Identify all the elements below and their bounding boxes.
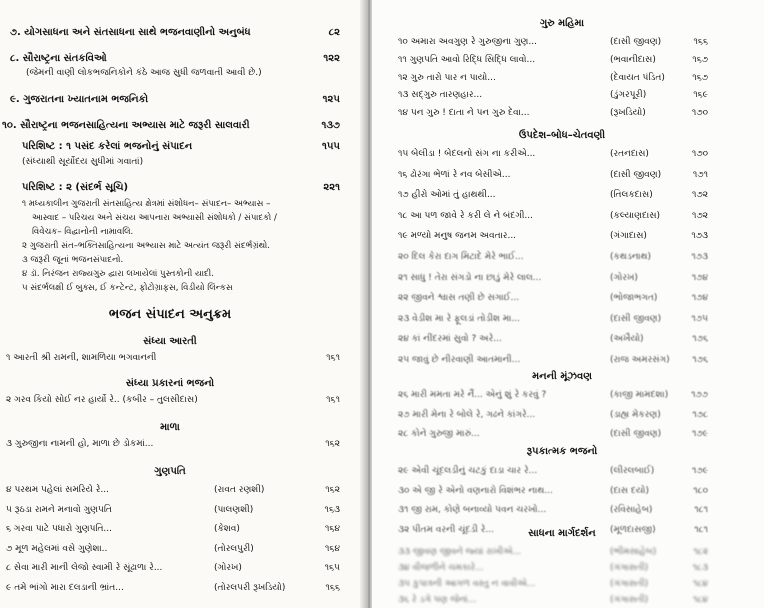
toc-page: ૧૭૩ — [691, 231, 708, 242]
contents-page-10: ૧૩૭ — [321, 120, 340, 131]
toc-row: ૩૦ એ જી રે એનો વણનારો વિશંભર નાથ... — [398, 485, 553, 496]
toc-row: ૩૩ જીવણ જીવને જ્યાં રાખીએ... — [398, 547, 522, 557]
toc-page: ૧૬૬ — [693, 37, 708, 47]
toc-author: (ભીમસાહેબ) — [610, 547, 657, 557]
toc-page: ૧૭૪ — [691, 293, 708, 304]
section-heading: ભજન સંપાદન અનુક્રમ — [108, 307, 232, 322]
appendix-1-page: ૧૫૫ — [321, 141, 340, 152]
section-title: સાધના માર્ગદર્શન — [528, 528, 596, 539]
toc-page: ૧૬૪ — [324, 524, 340, 534]
toc-author: (દાસી જીવણ) — [610, 313, 662, 324]
toc-row: ૨૩ વેડીશ મા રે ફૂલડાં તોડીશ મા... — [398, 313, 520, 324]
toc-author: (રાજ અમરસંગ) — [610, 355, 670, 365]
toc-row: ૨૨ જીવને શ્વાસ તણી છે સગાઈ... — [398, 293, 520, 304]
toc-page: ૧૬૩ — [324, 504, 340, 515]
toc-row: ૧૧ ગુણપતિ આવો રિદ્ધિ સિદ્ધિ લાવો... — [398, 54, 536, 65]
toc-page: ૧૭૯ — [692, 429, 708, 439]
toc-row: ૨૭ મારી મેના રે બોલે રે, ગઢને કાંગરે... — [398, 409, 536, 420]
section-title: સંધ્યા આરતી — [143, 336, 197, 347]
toc-row: ૩ ગુરુજીના નામની હો, માળા છે ડોકમાં... — [6, 439, 154, 449]
toc-row: ૫ રૂઠડા રામને મનાવો ગુણપતિ — [6, 504, 112, 515]
toc-row: ૩૪ વીજળીને ચમકારે... — [398, 563, 484, 573]
toc-page: ૧૭૨ — [692, 210, 708, 221]
toc-page: ૧૬૫ — [324, 563, 340, 573]
appendix-2-item: આસ્વાદ – પરિચય અને સંચય આપનારા અભ્યાસી સંશોધકો / સંપાદકો / — [32, 213, 277, 223]
toc-page: ૧૬૨ — [325, 439, 340, 449]
contents-item-8-note: (જેમની વાણી લોકભજનિકોને કંઠે આજ સુધી જળવાતી આવી છે.) — [26, 68, 262, 78]
toc-author: (ગંગાસતી) — [610, 595, 649, 605]
toc-page: ૧૭૪ — [691, 272, 708, 283]
toc-author: (ગંગાસતી) — [610, 579, 649, 589]
toc-page: ૧૬૬ — [325, 582, 340, 593]
toc-row: ૨૬ મારી મમતા મરે નૈં... એનું શું રે કરવું ? — [398, 390, 547, 400]
toc-row: ૨૪ કાં નીંદરમાં સુવો ? અરે... — [398, 334, 502, 345]
toc-row: ૩૬ રે ડગે પણ જેનાં... — [398, 595, 477, 605]
toc-row: ૧૦ અમારા અવગુણ રે ગુરુજીના ગુણ... — [398, 37, 537, 47]
toc-page: ૧૮૩ — [692, 563, 708, 573]
contents-item-7: ૭. યોગસાધના અને સંતસાધના સાથે ભજનવાણીનો અનુબંધ — [10, 27, 251, 38]
section-title: સંધ્યા પ્રકારનાં ભજનો — [125, 378, 215, 389]
section-title: મનની મૂંઝવણ — [532, 371, 592, 382]
toc-row: ૧ આરતી શ્રી રામની, શામળિયા ભગવાનની — [6, 353, 157, 363]
appendix-1-note: (સંધ્યાથી સૂર્યોદય સુધીમાં ગવાતાં) — [22, 157, 144, 167]
toc-author: (ભોજાભગત) — [610, 293, 658, 304]
toc-row: ૨૫ જાવું છે નીરવાણી આતમાની... — [398, 355, 521, 365]
toc-author: (ડાહ્ય મેકરણ) — [610, 409, 661, 420]
toc-author: (ગંગાસતી) — [610, 563, 649, 573]
section-title: ઉપદેશ–બોધ–ચેતવણી — [518, 130, 606, 141]
toc-row: ૯ તમે ભાંગો મારા દલડાની ભ્રાંત... — [6, 582, 124, 593]
toc-row: ૧૪ પન ગુરુ ! દાતા ને પન ગુરુ દેવા... — [398, 108, 530, 119]
toc-author: (દાસ દયો) — [610, 485, 650, 496]
toc-page: ૧૭૦ — [691, 108, 708, 119]
toc-author: (કાજી મામદશા) — [610, 390, 669, 400]
section-title: રૂપકાત્મક ભજનો — [526, 446, 598, 457]
appendix-2-item: ૧ મધ્યકાલીન ગુજરાતી સંતસાહિત્ય ક્ષેત્રમાં સંશોધન– સંપાદન– અભ્યાસ – — [22, 199, 271, 209]
appendix-2-title: પરિશિષ્ટ : ૨ (સંદર્ભ સૂચિ) — [22, 182, 129, 193]
toc-row: ૩૧ જી રામ, કોણે બનાવ્યો પવન ચરખો... — [398, 505, 547, 515]
toc-page: ૧૭૫ — [691, 313, 708, 324]
toc-row: ૨૧ સાધુ ! તેરા સંગડો ના છાડું મેરે લાલ... — [398, 272, 542, 283]
contents-page-9: ૧૨૫ — [322, 94, 340, 105]
toc-row: ૧૯ મળ્યો મનુષ જનમ અવતાર... — [398, 231, 517, 242]
toc-author: (લીરલબાઈ) — [610, 466, 655, 476]
toc-author: (ભવાનીદાસ) — [610, 54, 656, 65]
toc-author: (દેવાયત પંડિત) — [610, 72, 665, 83]
contents-item-9: ૯. ગુજરાતના ખ્યાતનામ ભજનિકો — [10, 94, 149, 105]
toc-author: (રવિસાહેબ) — [610, 505, 653, 515]
toc-author: (તોરલપુરી) — [214, 543, 254, 554]
toc-author: (રૂખડિયો) — [610, 108, 646, 119]
toc-author: (ગોરખ) — [610, 272, 638, 283]
toc-author: (રાવત રણશી) — [214, 485, 265, 495]
right-page — [372, 0, 764, 608]
contents-page-7: ૮૨ — [328, 27, 340, 38]
toc-row: ૩૫ કુપાત્રની આગળ વસ્તુ ન વાવીએ... — [398, 579, 536, 589]
section-title: માળા — [160, 422, 180, 433]
toc-page: ૧૭૦ — [691, 149, 708, 159]
section-title: ગુરુ મહિમા — [539, 18, 585, 29]
toc-row: ૧૬ ઢોરંગા ભેળાં રે નવ બેસીએ... — [398, 169, 511, 180]
appendix-2-item: ૨ ગુજરાતી સંત–ભક્તિસાહિત્યના અભ્યાસ માટે અત્યંત જરૂરી સંદર્ભગ્રંથો. — [22, 241, 270, 251]
toc-row: ૨૯ એવી ચૂંદલડીનું ચટકું દાડા ચાર રે... — [398, 466, 538, 476]
toc-page: ૧૭૯ — [692, 466, 708, 476]
toc-page: ૧૮૧ — [694, 505, 708, 515]
toc-page: ૧૭૬ — [692, 334, 708, 345]
toc-author: (ડુંગરપૂરી) — [610, 90, 647, 101]
toc-row: ૧૩ સદ્‌ગુરુ તારણહાર... — [398, 90, 483, 101]
toc-author: (ગોરખ) — [214, 563, 242, 573]
toc-page: ૧૭૮ — [692, 409, 708, 420]
appendix-2-item: ૪ ડૉ. નિરંજન રાજ્યગુરુ દ્વારા લખાયેલાં પુસ્તકોની યાદી. — [22, 269, 214, 279]
toc-row: ૧૮ આ પળ જાવે રે કરી લે ને બંદગી... — [398, 210, 534, 221]
toc-page: ૧૮૪ — [693, 595, 708, 605]
toc-page: ૧૬૪ — [324, 543, 340, 554]
toc-page: ૧૬૯ — [693, 90, 708, 101]
toc-author: (તોરલપરી રૂખડિયો) — [214, 582, 286, 593]
toc-row: ૧૨ ગુરુ તારો પાર ન પાયો... — [398, 72, 496, 83]
toc-page: ૧૬૧ — [326, 353, 340, 363]
toc-author: (દાસી જીવણ) — [610, 169, 662, 180]
toc-row: ૨ ગરવ કિયો સોઈ નર હાર્યો રે.. (કબીર – તુલસીદાસ) — [6, 395, 198, 405]
toc-row: ૧૭ હીરો ઓમાં તું હાથથી... — [398, 190, 496, 201]
toc-author: (તિલકદાસ) — [610, 190, 653, 201]
toc-author: (કથડનાથ) — [610, 252, 652, 262]
toc-page: ૧૮૧ — [694, 524, 708, 535]
toc-author: (દાસી જીવણ) — [610, 429, 662, 439]
appendix-2-item: વિવેચક– વિદ્વાનોની નામાવલિ. — [32, 227, 134, 237]
toc-row: ૭ મૂળ મહેલમાં વસે ગુણેશા.. — [6, 543, 108, 554]
toc-page: ૧૬૧ — [326, 395, 340, 405]
toc-author: (પાલણશી) — [214, 504, 254, 515]
toc-author: (કેશવ) — [214, 524, 240, 534]
toc-page: ૧૬૭ — [692, 72, 708, 83]
left-page — [0, 0, 368, 608]
appendix-2-item: ૫ સંદર્ભલક્ષી ઈ બુક્સ, ઈ કન્ટેન્ટ, ફોટોગ્રાફસ, વિડીયો લિંન્કસ — [22, 283, 233, 293]
toc-page: ૧૭૩ — [691, 252, 708, 262]
toc-page: ૧૬૭ — [692, 54, 708, 65]
toc-row: ૧૫ બેલીડા ! બેદલનો સંગ ના કરીએ... — [398, 149, 536, 159]
toc-page: ૧૭૨ — [692, 190, 708, 201]
toc-page: ૧૬૨ — [325, 485, 340, 495]
toc-author: (અખૈયો) — [610, 334, 644, 345]
toc-row: ૩૨ પીતમ વરની ચૂંદડી રે... — [398, 524, 494, 535]
toc-page: ૧૭૧ — [692, 169, 708, 180]
toc-row: ૨૦ દિલ કેરા દાગ મિટાદે મેરે ભાઈ... — [398, 252, 524, 262]
toc-author: (કલ્યાણદાસ) — [610, 210, 661, 221]
section-title: ગુણપતિ — [154, 466, 186, 477]
toc-author: (રતનદાસ) — [610, 149, 649, 159]
toc-row: ૪ પરથમ પહેલાં સમરિયે રે... — [6, 485, 109, 495]
toc-row: ૨૮ કોને ગુરુજી મારું... — [398, 429, 480, 439]
toc-row: ૮ સેવા મારી માની લેજો સ્વામી રે સૂંઢાળા રે... — [6, 563, 163, 573]
toc-author: (મૂળદાસજી) — [610, 524, 656, 535]
contents-item-8: ૮. સૌરાષ્ટ્રના સંતકવિઓ — [10, 53, 107, 64]
contents-page-8: ૧૨૨ — [323, 53, 340, 64]
appendix-2-page: ૨૨૧ — [323, 182, 340, 193]
toc-page: ૧૭૭ — [691, 390, 708, 400]
appendix-2-item: ૩ જરૂરી જૂનાં ભજનસંપાદનો. — [22, 255, 124, 265]
toc-author: (દાસી જીવણ) — [610, 37, 662, 47]
toc-page: ૧૭૬ — [692, 355, 708, 365]
appendix-1-title: પરિશિષ્ટ : ૧ પસંદ કરેલાં ભજનોનું સંપાદન — [22, 141, 193, 152]
toc-page: ૧૮૪ — [693, 579, 708, 589]
toc-page: ૧૮૦ — [693, 485, 708, 496]
toc-author: (ગંગાદાસ) — [610, 231, 647, 242]
toc-page: ૧૮૨ — [693, 547, 708, 557]
toc-row: ૬ ગરવા પાટે પધારો ગુણપતિ... — [6, 524, 112, 534]
contents-item-10: ૧૦. સૌરાષ્ટ્રના ભજનસાહિત્યના અભ્યાસ માટે જરૂરી સાલવારી — [2, 120, 250, 131]
